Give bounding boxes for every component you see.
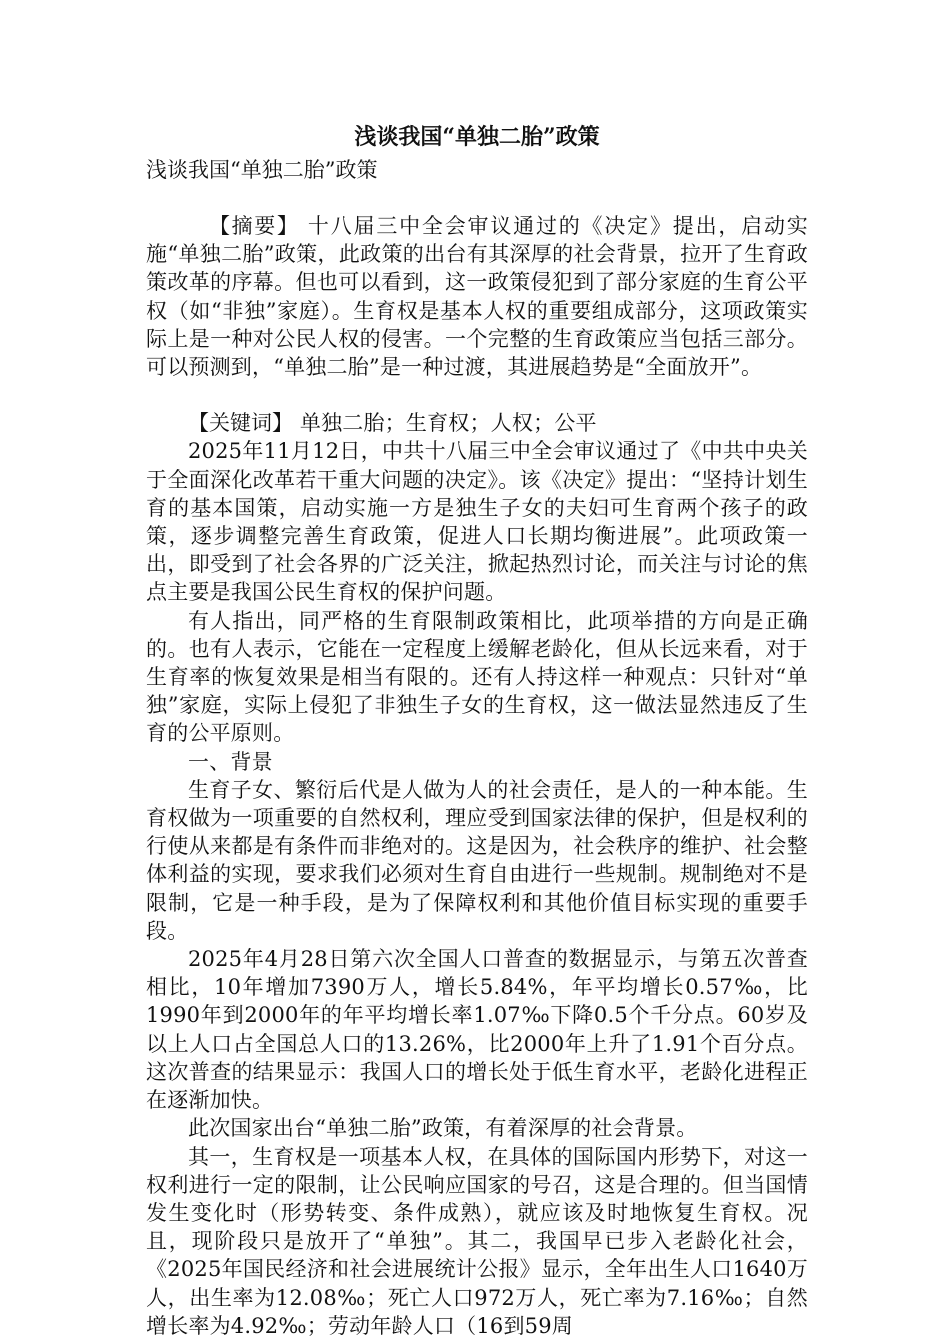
body-paragraph: 2025年4月28日第六次全国人口普查的数据显示，与第五次普查相比，10年增加7390万人，增长5.84%，年平均增长0.57‰，比1990年到2000年的年平均增长率1.07‰下降0.5个千分点。60岁及以上人口占全国总人口的13.26%，比2000年上升了1.91个百分点。这次普查的结果显示：我国人口的增长处于低生育水平，老龄化进程正在逐渐加快。 xyxy=(146,947,808,1113)
body-paragraph: 2025年11月12日，中共十八届三中全会审议通过了《中共中央关于全面深化改革若干重大问题的决定》。该《决定》提出：“坚持计划生育的基本国策，启动实施一方是独生子女的夫妇可生育两个孩子的政策，逐步调整完善生育政策，促进人口长期均衡进展”。此项政策一出，即受到了社会各界的广泛关注，掀起热烈讨论，而关注与讨论的焦点主要是我国公民生育权的保护问题。 xyxy=(146,439,808,605)
abstract-paragraph xyxy=(146,212,808,381)
document-subtitle: 浅谈我国“单独二胎”政策 xyxy=(146,158,378,182)
section-heading: 一、背景 xyxy=(188,749,273,774)
body-paragraph: 生育子女、繁衍后代是人做为人的社会责任，是人的一种本能。生育权做为一项重要的自然权利，理应受到国家法律的保护，但是权利的行使从来都是有条件而非绝对的。这是因为，社会秩序的维护、社会整体利益的实现，要求我们必须对生育自由进行一些规制。规制绝对不是限制，它是一种手段，是为了保障权利和其他价值目标实现的重要手段。 xyxy=(146,777,808,943)
document-title: 浅谈我国“单独二胎”政策 xyxy=(354,124,600,150)
abstract-text: 十八届三中全会审议通过的《决定》提出，启动实施“单独二胎”政策，此政策的出台有其深厚的社会背景，拉开了生育政策改革的序幕。但也可以看到，这一政策侵犯到了部分家庭的生育公平权（如“非独”家庭）。生育权是基本人权的重要组成部分，这项政策实际上是一种对公民人权的侵害。一个完整的生育政策应当包括三部分。可以预测到，“单独二胎”是一种过渡，其进展趋势是“全面放开”。 xyxy=(146,214,808,380)
keywords-text: 单独二胎；生育权；人权；公平 xyxy=(293,411,597,436)
body-paragraph: 有人指出，同严格的生育限制政策相比，此项举措的方向是正确的。也有人表示，它能在一定程度上缓解老龄化，但从长远来看，对于生育率的恢复效果是相当有限的。还有人持这样一种观点：只针对“单独”家庭，实际上侵犯了非独生子女的生育权，这一做法显然违反了生育的公平原则。 xyxy=(146,608,808,746)
document-page xyxy=(146,118,808,1340)
keywords-label: 【关键词】 xyxy=(188,411,293,436)
abstract-label: 【摘要】 xyxy=(209,214,300,238)
body-paragraph: 此次国家出台“单独二胎”政策，有着深厚的社会背景。 xyxy=(188,1116,698,1141)
keywords-paragraph xyxy=(146,409,808,437)
body-paragraph: 其一，生育权是一项基本人权，在具体的国际国内形势下，对这一权利进行一定的限制，让公民响应国家的号召，这是合理的。但当国情发生变化时（形势转变、条件成熟），就应该及时地恢复生育权。况且，现阶段只是放开了“单独”。其二，我国早已步入老龄化社会，《2025年国民经济和社会进展统计公报》显示，全年出生人口1640万人，出生率为12.08‰；死亡人口972万人，死亡率为7.16‰；自然增长率为4.92‰；劳动年龄人口（16到59周 xyxy=(146,1144,808,1338)
